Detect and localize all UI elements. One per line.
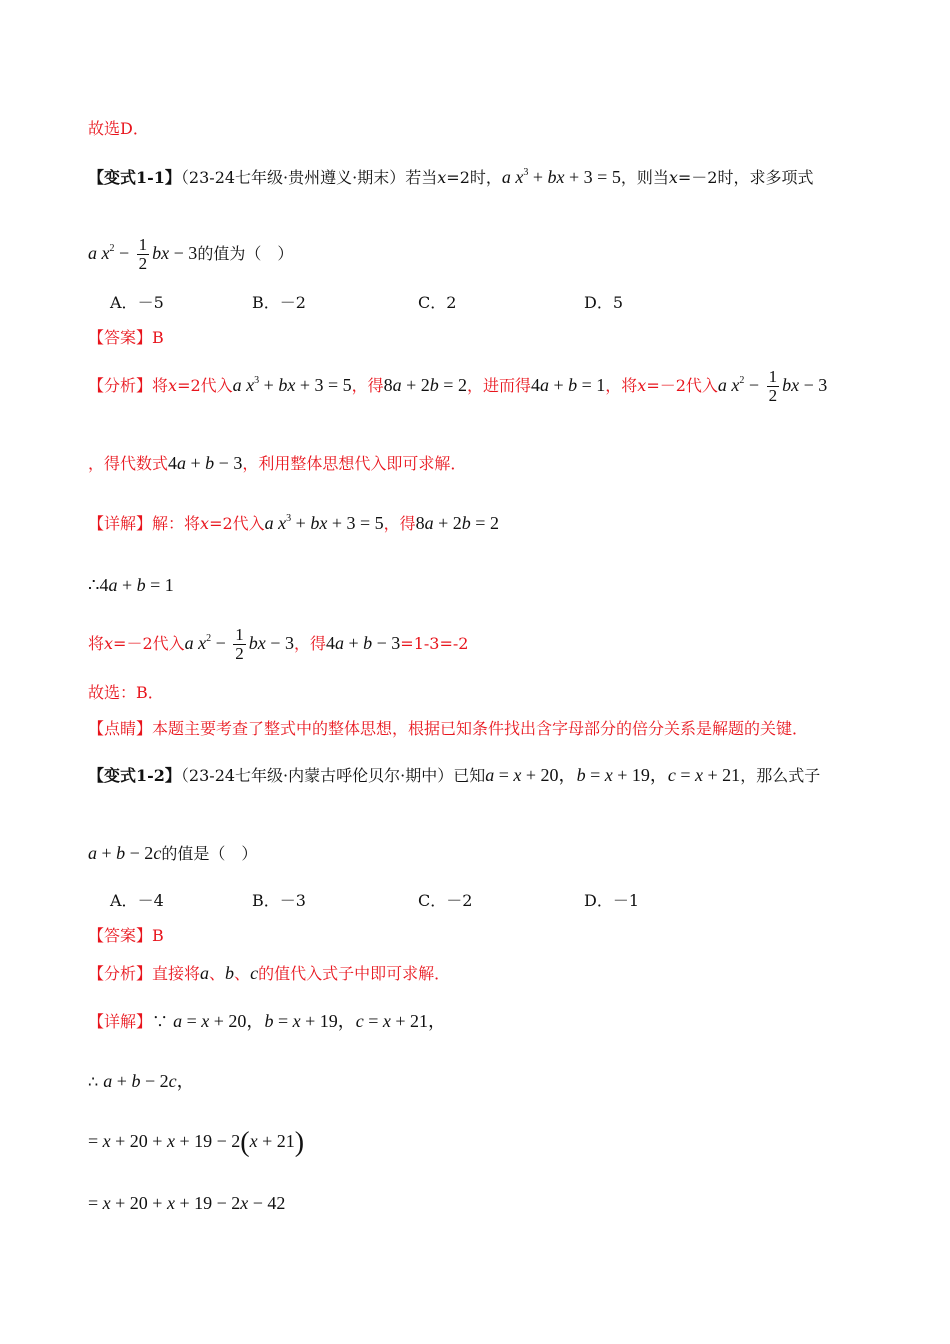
detail-line-3: 将x=－2代入a $x^2$ − $\frac{1}{2}$ bx − 3，得4a + b − 3=1-3=-2: [88, 625, 469, 664]
option-c: C．2: [418, 293, 457, 312]
analysis-line-2: ，得代数式4a + b − 3，利用整体思想代入即可求解．: [88, 453, 467, 473]
variant-tag: 【变式1-1】: [88, 168, 181, 187]
option-b: B．－3: [252, 891, 306, 910]
option-a: A．－5: [110, 293, 164, 312]
detail-line-1: 【详解】解：将x=2代入a $x^3$ + bx + 3 = 5，得8a + 2b = 2: [88, 513, 499, 533]
variant-1-2-question: 【变式1-2】（23-24七年级·内蒙古呼伦贝尔·期中）已知a = x + 20，b = x + 19，c = x + 21，那么式子: [88, 765, 821, 785]
option-d: D．－1: [584, 891, 640, 910]
detail-v12-line-1: 【详解】∵ a = x + 20，b = x + 19，c = x + 21，: [88, 1011, 447, 1031]
key-point-line: 【点睛】本题主要考查了整式中的整体思想，根据已知条件找出含字母部分的倍分关系是解题的关键．: [88, 719, 809, 738]
equation: a $x^3$ + bx + 3 = 5: [501, 167, 621, 187]
detail-v12-line-2: ∴ a + b − 2c，: [88, 1071, 195, 1091]
variant-1-1-polynomial: a $x^2$ − $\frac{1}{2}$ bx − 3的值为（ ）: [88, 235, 294, 274]
option-d: D．5: [584, 293, 624, 312]
answer-line-2: 【答案】B: [88, 926, 164, 945]
detail-v12-line-3: = x + 20 + x + 19 − 2(x + 21): [88, 1127, 305, 1158]
detail-line-2: ∴4a + b = 1: [88, 575, 174, 595]
answer-line: 【答案】B: [88, 328, 164, 347]
option-a: A．－4: [110, 891, 164, 910]
analysis-line-v12: 【分析】直接将a、b、c的值代入式子中即可求解．: [88, 963, 451, 983]
polynomial-expression: a $x^2$ − $\frac{1}{2}$ bx − 3: [88, 235, 198, 274]
variant-1-1-question: 【变式1-1】（23-24七年级·贵州遵义·期末）若当x=2时，a $x^3$ + bx + 3 = 5，则当x=－2时，求多项式: [88, 167, 814, 187]
variant-1-2-expression: a + b − 2c的值是（ ）: [88, 843, 258, 863]
detail-v12-line-4: = x + 20 + x + 19 − 2x − 42: [88, 1193, 286, 1213]
option-c: C．－2: [418, 891, 473, 910]
detail-choice: 故选：B．: [88, 683, 164, 702]
previous-answer-line: 故选D．: [88, 119, 149, 138]
question-source: （23-24七年级·贵州遵义·期末）: [180, 168, 406, 187]
option-b: B．－2: [252, 293, 306, 312]
analysis-line: 【分析】将x=2代入a $x^3$ + bx + 3 = 5，得8a + 2b = 2，进而得4a + b = 1，将x=－2代入a $x^2$ − $\frac{1}{2}$ bx − 3: [88, 367, 828, 406]
